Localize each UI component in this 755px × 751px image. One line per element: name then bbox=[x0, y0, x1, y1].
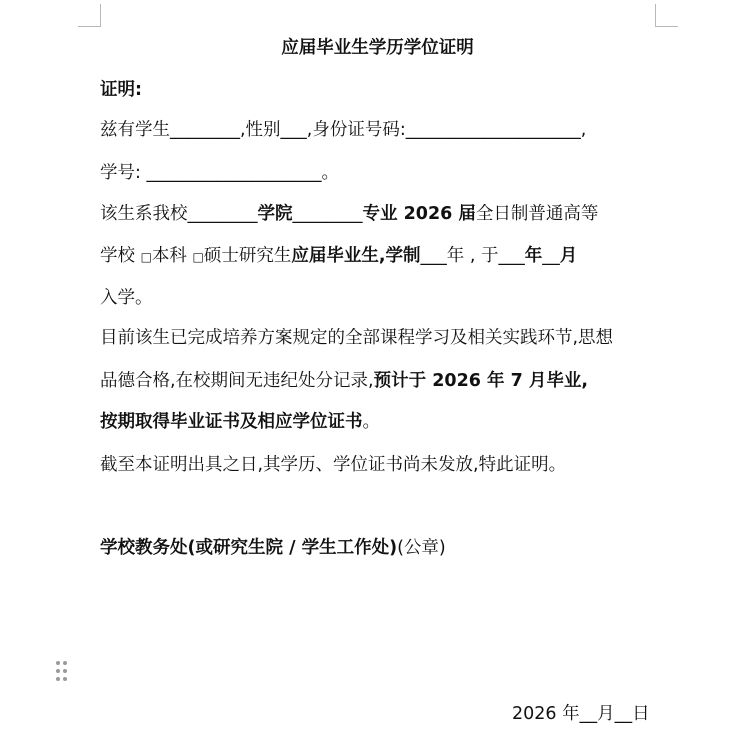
degree-line bbox=[100, 245, 577, 268]
year-blank: ___ bbox=[498, 246, 525, 266]
student-id-line: 学号: ____________________。 bbox=[100, 163, 339, 183]
conduct-text: 品德合格,在校期间无违纪处分记录, bbox=[100, 371, 374, 391]
page-corner-top-left bbox=[78, 4, 101, 27]
document-title: 应届毕业生学历学位证明 bbox=[281, 38, 474, 58]
years-text: ___年 , 于 bbox=[420, 246, 499, 266]
signature-line bbox=[100, 537, 446, 559]
completion-line: 目前该生已完成培养方案规定的全部课程学习及相关实践环节,思想 bbox=[100, 328, 614, 348]
official-seal-label: (公章) bbox=[397, 538, 446, 558]
salutation: 证明: bbox=[100, 80, 142, 100]
certificate-end: 。 bbox=[362, 412, 380, 432]
month-label: 月 bbox=[559, 246, 578, 266]
school-text: 学校 bbox=[100, 246, 141, 266]
conduct-line bbox=[100, 370, 588, 392]
certificate-text: 按期取得毕业证书及相应学位证书 bbox=[100, 412, 363, 432]
page-corner-top-right bbox=[655, 4, 678, 27]
month-blank: __ bbox=[542, 246, 560, 266]
drag-handle-icon[interactable] bbox=[56, 661, 68, 681]
graduate-status: 应届毕业生,学制 bbox=[291, 246, 421, 266]
major-blank: ________ bbox=[292, 204, 363, 224]
student-info-line: 兹有学生________,性别___,身份证号码:____________________, bbox=[100, 120, 587, 140]
certification-statement: 截至本证明出具之日,其学历、学位证书尚未发放,特此证明。 bbox=[100, 455, 567, 475]
admission-line: 入学。 bbox=[100, 288, 153, 308]
enrollment-line bbox=[100, 203, 598, 225]
college-label: 学院 bbox=[257, 204, 293, 224]
checkbox-icon[interactable]: □ bbox=[192, 250, 204, 264]
date-line: 2026 年__月__日 bbox=[512, 704, 650, 724]
enrollment-text: 该生系我校________ bbox=[100, 204, 258, 224]
graduation-date: 预计于 2026 年 7 月毕业, bbox=[373, 371, 589, 391]
year-label: 年 bbox=[524, 246, 543, 266]
checkbox-icon[interactable]: □ bbox=[140, 250, 152, 264]
issuing-office: 学校教务处(或研究生院 / 学生工作处) bbox=[100, 538, 398, 558]
grad-label: 硕士研究生 bbox=[203, 246, 292, 266]
undergrad-label: 本科 bbox=[151, 246, 193, 266]
program-type: 全日制普通高等 bbox=[475, 204, 599, 224]
major-label: 专业 2026 届 bbox=[362, 204, 476, 224]
certificate-line bbox=[100, 411, 380, 433]
